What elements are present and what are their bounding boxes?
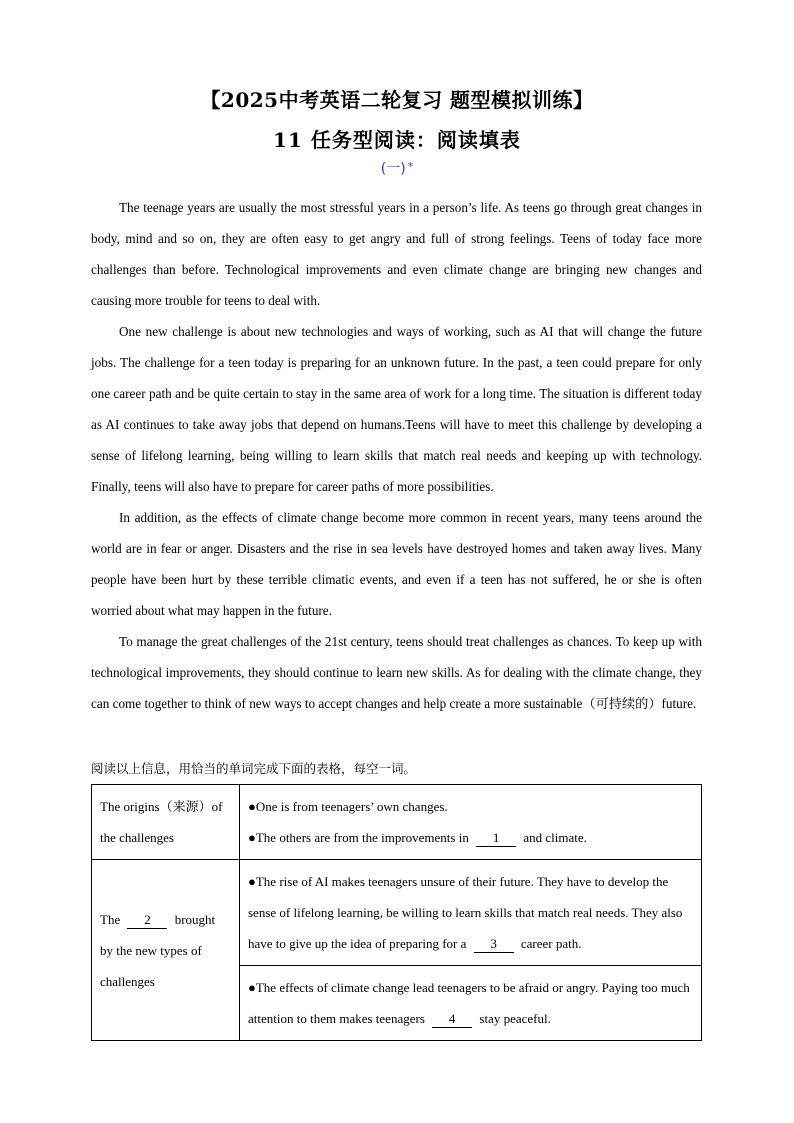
challenge-climate-cell: ●The effects of climate change lead teenagers to be afraid or angry. Paying too much attention to them makes teenagers 4 stay peaceful. — [240, 966, 702, 1041]
blank-3[interactable]: 3 — [474, 936, 514, 953]
table-row — [92, 785, 702, 860]
document-subtitle: 11 任务型阅读：阅读填表 — [273, 128, 521, 152]
fill-in-table — [91, 784, 702, 1041]
challenge-ai-cell: ●The rise of AI makes teenagers unsure of their future. They have to develop the sense of lifelong learning, be willing to learn skills that match real needs. They also have to give up the idea of preparing for a 3 career path. — [240, 860, 702, 966]
row-content-origins — [240, 785, 702, 860]
passage-paragraph: The teenage years are usually the most stressful years in a person’s life. As teens go through great changes in body, mind and so on, they are often easy to get angry and full of strong feelings. Teens of today face more challenges than before. Technological improvements and even climate change are bringing new changes and causing more trouble for teens to deal with. — [91, 200, 702, 308]
blank-1[interactable]: 1 — [476, 830, 516, 847]
row-label-origins: The origins（来源）of the challenges — [92, 785, 240, 860]
section-marker — [0, 158, 794, 178]
document-title: 【2025中考英语二轮复习 题型模拟训练】 — [200, 88, 594, 112]
blank-4[interactable]: 4 — [432, 1011, 472, 1028]
blank-2[interactable]: 2 — [127, 912, 167, 929]
passage-paragraph: In addition, as the effects of climate change become more common in recent years, many teens around the world are in fear or anger. Disasters and the rise in sea levels have destroyed homes and taken away lives. Many people have been hurt by these terrible climatic events, and even if a teen has not suffered, he or she is often worried about what may happen in the future. — [91, 510, 702, 618]
origins-line-2: ●The others are from the improvements in 1 and climate. — [248, 830, 587, 845]
star-icon: * — [407, 160, 414, 173]
table-row — [92, 860, 702, 966]
section-number: (一) — [380, 161, 406, 177]
passage-paragraph: One new challenge is about new technologies and ways of working, such as AI that will change the future jobs. The challenge for a teen today is preparing for an unknown future. In the past, a teen could prepare for only one career path and be quite certain to stay in the same area of work for a long time. The situation is different today as AI continues to take away jobs that depend on humans.Teens will have to meet this challenge by developing a sense of lifelong learning, being willing to learn skills that match real needs and keeping up with technology. Finally, teens will also have to prepare for career paths of more possibilities. — [91, 324, 702, 494]
reading-passage — [91, 192, 702, 719]
origins-line-1: ●One is from teenagers’ own changes. — [248, 799, 448, 814]
task-instruction: 阅读以上信息，用恰当的单词完成下面的表格，每空一词。 — [91, 761, 417, 776]
row-label-challenges: The 2 brought by the new types of challenges — [92, 860, 240, 1041]
passage-paragraph: To manage the great challenges of the 21st century, teens should treat challenges as chances. To keep up with technological improvements, they should continue to learn new skills. As for dealing with the climate change, they can come together to think of new ways to accept changes and help create a more sustainable（可持续的）future. — [91, 634, 702, 711]
